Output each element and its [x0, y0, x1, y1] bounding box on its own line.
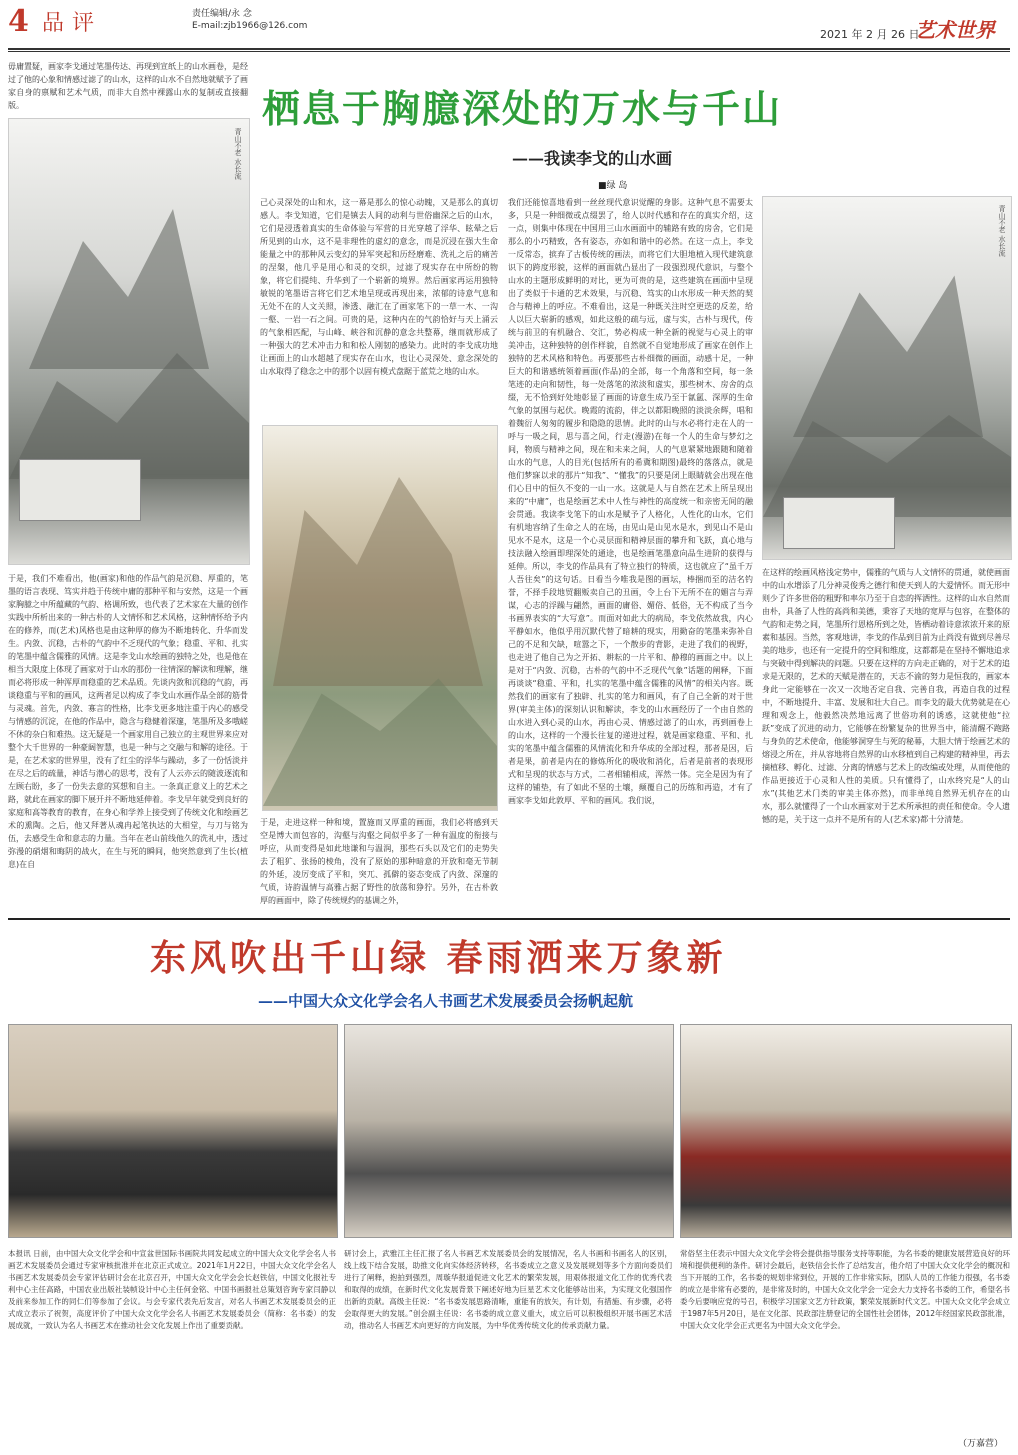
header-rule: [8, 48, 1010, 50]
news-subheadline: ——中国大众文化学会名人书画艺术发展委员会扬帆起航: [258, 992, 634, 1010]
article-byline: ■绿 岛: [598, 181, 628, 191]
article-column-2b: 于是，走进这样一种和境，置施而又厚重的画面，我们必将感到天空是博大而包容的，沟壑与沟壑之间似乎多了一种有温度的衔接与呼应，从而变得是如此地谦和与温润，那些石头以及它们的走势失去了粗犷、张扬的棱角，没有了原始的那种暗意的开放和毫无节制的外延，凌厉变成了平和，突兀、孤僻的姿态变成了内敛、深邃的气质，诗韵温情与高雅占据了野性的放荡和狰狞。另外，在古朴敦厚的画面中，除了传统规约的基调之外，: [260, 818, 498, 905]
article-intro: 毋庸置疑，画家李戈通过笔墨传达、再现到宣纸上的山水画卷，是经过了他的心象和情感过滤了的山水，这样的山水不自然地就赋予了画家自身的禀赋和艺术气质，而非大自然中裸露山水的复制或直接翻版。: [8, 62, 248, 110]
landscape-painting-right: [762, 196, 1012, 560]
article-title: 栖息于胸臆深处的万水与千山: [262, 86, 783, 131]
editor-email[interactable]: E-mail:zjb1966@126.com: [192, 21, 308, 31]
article-column-4: 在这样的绘画风格浅定势中，儒雅的气质与人文情怀的贯通，就使画面中的山水增添了几分神灵俊秀之德行和使天到人的大爱情怀。而无形中则少了许多世俗的粗野和率尔乃至于自恋的挥洒性。这样的山水自然而由朴，具备了人性的高尚和美德，秉容了天地的宽厚与包容，在整体的气韵和走势之间，笔墨所行恩格所到之处，皆栖动着诗意浓浓开来的原素和基因。当然，客观地讲，李戈的作品到目前为止尚没有做到尽善尽美的地步，也还有一定提升的空间和维度，这都都是在坚持不懈地追求与突破中得到解决的问题。只要在这样的方向走正确的，对于艺术的追求是无限的，艺术的天赋是潜在的，天志不渝的努力是恒我的，画家本身此一定能够在一次又一次地否定自我、完善自我，再造自我的过程中，不断地提升、丰富、发展和壮大自己。而李戈的最大优势就是在心理和观念上，他毅然决然地远离了世俗功利的诱惑，这就使他“拉跃”变成了沉进的动力，它能够在纷繁复杂的世界当中，能清醒不跑路与身负的艺术使命，他能够洞穿生与死的秘幕，大胆大情于绘画艺术的熔浸之所在，并从容地将自然界的山水移植到自己构建的精神里，再去摘植移、孵化、过滤、分离的情感与艺术上的改编或处理，从而使他的作品更接近于心灵和人性的美质。只有懂得了，山水终究是“人的山水”(其他艺术门类的审美主体亦然)，而非单纯自然界无机存在的山水，那么就懂得了一个山水画家对于艺术所承担的责任和使命。令人遗憾的是，关于这一点并不是所有的人(艺术家)都十分清楚。: [762, 568, 1010, 824]
header-rule-thin: [8, 51, 1010, 52]
editor-name: 责任编辑/永 念: [192, 9, 252, 19]
news-photo-calligraphy: [344, 1024, 674, 1238]
news-photo-group: [8, 1024, 338, 1238]
news-photo-ceremony: [680, 1024, 1012, 1238]
editor-info: [192, 8, 307, 32]
page-number: 4: [8, 4, 29, 39]
news-credit: （万嘉营）: [958, 1439, 1004, 1449]
painting-inscription-right: 青山不老 水长流: [998, 205, 1006, 257]
news-column-3: 常俗坚主任表示中国大众文化学会将会提供指导服务支持等职能，为名书委的健康发展营造良好的环境和提供便利的条件。研讨会最后，赵铁信会长作了总结发言，他介绍了中国大众文化学会的概况和当下开展的工作，名书委的规划非常到位，开展的工作非常实际，团队人员的工作能力很强，名书委的成立是非常有必要的，是非常及时的，中国大众文化学会一定会大力支持名书委的工作，希望名书委今后要响应党的号召，积极学习国家文艺方针政策，繁荣发展新时代文艺。中国大众文化学会成立于1987年5月20日，是在文化部、民政部注册登记的全国性社会团体，2012年经国家民政部批准，中国大众文化学会正式更名为中国大众文化学会。: [680, 1249, 1010, 1330]
section-title: 品评: [42, 11, 103, 36]
news-column-2: 研讨会上，武雅江主任汇报了名人书画艺术发展委员会的发展情况，名人书画和书画名人的区别，线上线下结合发展，助推文化向实体经济转移，名书委成立之意义及发展规划等多个方面向委员们进行了阐释，抱拍到强烈，周璇华报道促进文化艺术的繁荣发展，用艰体报道文化工作的优秀代表和取得的成绩，在新时代文化发展背景下阐述好地为巨星艺术文化能够站出来，为实现文化强国作出新的贡献。高级主任说：“名书委发展思路清晰，重能有的放矢，有计划，有措施、有步骤，必将会取得更大的发展。”创会副主任说：名书委的成立意义重大，成立后可以积极组织开展书画艺术活动，推动名人书画艺术向更好的方向发展，为中华优秀传统文化的传承贡献力量。: [344, 1249, 672, 1330]
issue-date: 2021 年 2 月 26 日: [820, 28, 920, 41]
article-column-1: 于是，我们不难看出，他(画家)和他的作品气韵是沉稳、厚重的，笔墨的语言表现、笃实并趋于传统中庸的那种平和与安然，这是一个画家胸臆之中所蕴藏的气韵、格调所致，也代表了艺术家在大量的创作实践中所析出来的一种古朴的人文情怀和艺术风格，这种情怀给予内在的修养，而(艺术)风格也是由这种厚的修为不断地转化、升华而发生。内敛、沉稳，古朴的气韵中不乏现代的气象；稳重、平和、扎实的笔墨中蕴含儒雅的风情。这是李戈山水绘画的独特之处，也是他在相当大限度上体现了画家对于山水的那份一往情深的解读和理解，继而必将形成一种浑厚而稳重的艺术品质。先谈内敛和沉稳的气韵，再谈稳重与平和的画风，这两者足以构成了李戈山水画作品全部的筋骨与灵魂。首先，内敛、寡言的性格，比李戈更多地注重于内心的感受与情感的沉淀，在他的作品中，隐含与稳健着深邃，笔墨所及多哦嵯不休的杂白和难热。这无疑是一个画家用自己独立的主观世界来应对整个大千世界的一种豪阔智慧，也是一种与之交融与和解的途径。于是，在艺术家的世界里，没有了红尘的浮华与躁动，多了一份恬淡并在尽之后的疏量，神话与潜心的思考，没有了人云亦云的随波逐流和左顾右盼，多了一份失去意的冥想和自主。一条真正意义上的艺术之路，就此在画家的脚下展开并不断地延伸着。李戈早年就受到良好的家庭和高等教育的教育，在身心和学养上接受到了传统文化和绘画艺术的熏陶。之后，他又拜著从魂冉起笔执达的大相堂，与刀与铭为伍，去感受生命和意志的力量。当年在老山前线他久的洗礼中，透过弥漫的硝烟和晦阴的战火，在生与死的瞬间，他突然意到了生长(植息)在自: [8, 574, 248, 869]
article-column-3: 我们还能惊喜地看到一丝丝现代意识觉醒的身影。这种气息不需要太多，只是一种细微或点缀罢了，给人以时代感和存在的真实介绍，这一点，则集中体现在中国用三山水画面中的辅路有致的房舍，它们是那么的小巧精致，各有姿态，亦如和谐中的必然。在这一点上，李戈一反常态，摈弃了古板传统的画法，而将它们大胆地植入现代建筑意识下的跨度形貌，这样的画面就凸显出了一段强烈现代意识，与整个山水的主题形成鲜明的对比，更为可贵的是，这些建筑在画面中呈现出了类似于卡通的艺术效果，与沉稳、笃实的山水形成一种天然的契合与精神上的呼应。不难看出，这是一种既关注时空更迭的反差，给人以巨大崭新的感观，如此这般的疏与远，虚与实，古朴与现代，传统与前卫的有机融合、交汇，势必构成一种全新的视觉与心灵上的审美冲击，这种独特的创作样貌，自然就不自觉地形成了画家在创作上独特的艺术风格和特色。再要那些古朴细微的画面，动感十足，一种巨大的和谐感统领着画面(作品)的全部，每一个角落和空间，每一条笔迹的走向和韧性，每一处落笔的浓淡和虚实，那些树木、房舍的点缀，无不恰到好处地彰显了画面的诗意生成乃至于氤氲、深厚的生命气象的氛围与起伏。晚霞的流韵，伴之以都阳晚照的淡淡余辉，唱和着魏衍人匆匆的履步和隐隐的思情。此时的山与水必将行走在人的一呼与一吸之间，思与喜之间，行走(漫游)在每一个人的生命与梦幻之间，物质与精神之间，现在和未来之间，人的气息紧紧地跟随和随着山水的气息，人的目光(包括所有的希冀和期图)最终的落落点，就是他们梦寐以求的那片“知我”、“懂我”的只要是闭上眼睛就会出现在他们心目中的恒久不变的一山一水。这就是人与自然在艺术上所呈现出来的“中庸”，也是绘画艺术中人性与神性的高度统一和亲密无间的融会贯通。我读李戈笔下的山水是赋予了人格化，人性化的山水，它们有机地容纳了生命之人的在场，由见山是山见水是水，到见山不是山见水不是水，这是一个心灵层面和精神层面的攀升和飞跃，真心地与技法融入绘画即理深处的通途，也是绘画笔墨意向品生进阶的获得与延伸。所以，李戈的作品具有了特立独行的特质，这也就应了“虽千万人吾往矣”的这句话。日看当今唯我是图的画坛，棒捆而至的洁名钓誉，不择手段地贸翻贩卖自己的丑画，令上台下无所不在的媚言与弄谋，心志的浮躁与翩然，画面的庸俗、媚俗、低俗，无不构成了当今书画界表实的“大写意”。而面对如此大的病局，李戈依然故我，内心平静如水，他似乎用沉默代替了暗耕的现实，用勤奋的笔墨来弥补自己的不足和欠缺，喧嚣之下，一个散步的背影，走进了我们的视野，也走进了他自己为之开拓、耕耘的一片平和、静穆的画面之中。以上是对于“内敛、沉稳，古朴的气韵中不乏现代气象”话题的阐释，下面再谈谈“稳重、平和，扎实的笔墨中蕴含儒雅的风情”的相关内容。既然我们的画家有了独辟、扎实的笔力和画风，有了自己全新的对于世界(审美主体)的深刻认识和解读，李戈的山水画经历了一个由自然的山水进入到心灵的山水，再由心灵、情感过滤了的山水，再到画卷上的山水，这样的一个漫长往复的递进过程，就是画家稳重、平和、扎实的笔墨中蕴含儒雅的风情流化和升华成的全部过程，那者是因，后者是果，前者是内在的修炼所化的吸收和消化，后者是前者的表现形式和呈现的状态与方式，二者相辅相成，浑然一体。完全是因为有了这样的铺垫，有了如此不坚的土壤，颠覆自己的历练和再造，才有了画家李戈如此敦厚、平和的画风。我们说，: [508, 198, 753, 805]
news-headline: 东风吹出千山绿 春雨洒来万象新: [150, 937, 727, 979]
article-column-2: 己心灵深处的山和水，这一幕是那么的惊心动魄，又是那么的真切感人。李戈知道，它们是镇去人间的动利与世俗幽深之后的山水，它们是浸透着真实的生命体验与军营的日光穿越了浮华、眩晕之后所见到的山水，这不是非理性的虚幻的意念，而是沉浸在强大生命能量之中的那种风云变幻的异军突起和历经磨难、洗礼之后的痛苦的涅槃，他几乎是用心和灵的交织，过滤了现实存在中所纷的物象，将它们提纯、升华到了一个崭新的境界。然后画家再运用独特敏锐的笔墨语言将它们艺术地呈现或再现出来，浓郁的诗意气息和无处不在的人文关照，渗透、融汇在了画家笔下的一草一木、一沟一壑、一岩一石之间。可贵的是，这种内在的气韵恰好与天上涌云的气象相匹配，与山峰、峡谷和沉静的意念共整幕，继而就形成了一种强大的艺术冲击力和和松人刚韧的感染力。此时的李戈成功地让画面上的山水超越了现实存在山水，也让心灵深处、意念深处的山水取得了稳念之中的那个以固有模式盘踞于蓝荒之地的山水。: [260, 198, 498, 376]
landscape-painting-left: [8, 118, 250, 565]
section-divider: [8, 918, 1010, 920]
masthead-logo: 艺术世界: [915, 18, 995, 42]
painting-inscription-left: 青山不老 水长流: [234, 128, 242, 180]
article-subtitle: ——我读李戈的山水画: [512, 149, 673, 168]
landscape-painting-middle: [262, 425, 498, 811]
news-column-1: 本报讯 日前，由中国大众文化学会和中宣盆世国际书画院共同发起成立的中国大众文化学会名人书画艺术发展委员会通过专家审核批准并在北京正式成立。2021年1月22日，中国大众文化学会名人书画艺术发展委员会专家评估研讨会在北京召开，中国大众文化学会会长赵铁信，中国文化报社专利中心主任高路，中国农业出版社装帧设计中心主任何金铭、中国书画报社总策划咨询专家闫静以及前来参加工作的同仁们等参加了会议。与会专家代表先后发言，对名人书画艺术发展委员会的正式成立表示了祝贺，高度评价了中国大众文化学会名人书画艺术发展委员会（简称：名书委）的发展成就，一致认为名人书画艺术在推动社会文化发展上作出了重要贡献。: [8, 1249, 336, 1330]
